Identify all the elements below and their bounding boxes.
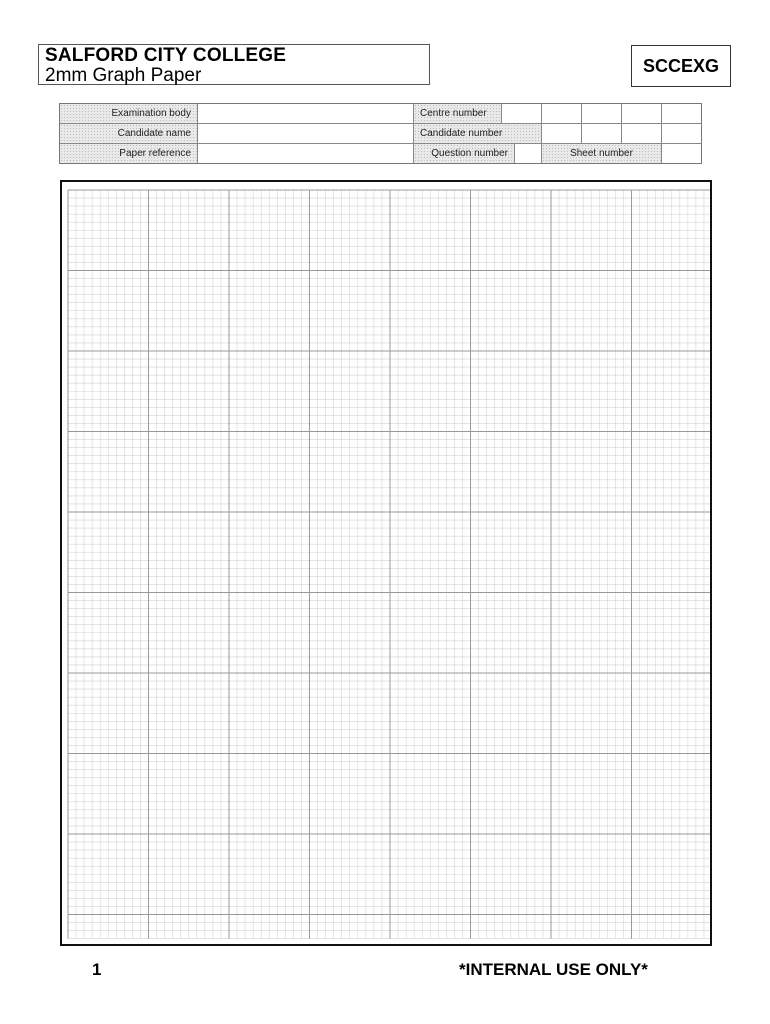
- centre-number-box-5[interactable]: [662, 104, 701, 124]
- candidate-details-table: [59, 103, 702, 164]
- graph-paper-area[interactable]: [60, 180, 712, 946]
- page-number: 1: [92, 960, 102, 979]
- examination-body-field[interactable]: [198, 104, 414, 124]
- candidate-name-field[interactable]: [198, 124, 414, 144]
- minor-grid-lines: [68, 190, 710, 939]
- examination-body-label: Examination body: [60, 104, 198, 124]
- paper-reference-label: Paper reference: [60, 144, 198, 163]
- centre-number-box-2[interactable]: [542, 104, 582, 124]
- internal-use-note: *INTERNAL USE ONLY*: [459, 960, 648, 979]
- candidate-number-box-3[interactable]: [622, 124, 662, 144]
- candidate-number-box-4[interactable]: [662, 124, 701, 144]
- title-box: [38, 44, 430, 85]
- sheet-number-label: Sheet number: [542, 144, 662, 163]
- paper-reference-field[interactable]: [198, 144, 414, 163]
- form-code: SCCEXG: [631, 45, 731, 87]
- college-name: SALFORD CITY COLLEGE: [45, 45, 287, 66]
- centre-number-box-3[interactable]: [582, 104, 622, 124]
- sheet-number-field[interactable]: [662, 144, 701, 163]
- candidate-number-box-1[interactable]: [542, 124, 582, 144]
- candidate-number-label: Candidate number: [414, 124, 542, 144]
- centre-number-label: Centre number: [414, 104, 502, 124]
- candidate-name-label: Candidate name: [60, 124, 198, 144]
- centre-number-box-1[interactable]: [502, 104, 542, 124]
- graph-grid: [62, 182, 710, 944]
- question-number-field[interactable]: [515, 144, 542, 163]
- candidate-number-box-2[interactable]: [582, 124, 622, 144]
- centre-number-box-4[interactable]: [622, 104, 662, 124]
- question-number-label: Question number: [414, 144, 515, 163]
- paper-subtitle: 2mm Graph Paper: [45, 65, 202, 86]
